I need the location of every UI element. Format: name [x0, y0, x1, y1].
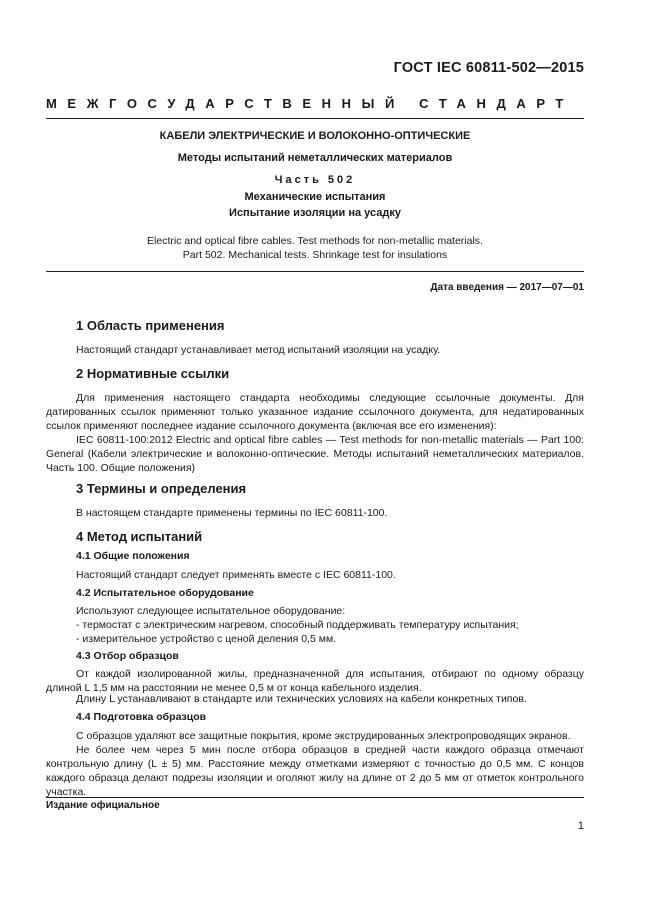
- section-1-text: Настоящий стандарт устанавливает метод испытаний изоляции на усадку.: [76, 344, 441, 356]
- section-2-heading: 2 Нормативные ссылки: [76, 366, 230, 381]
- footer-rule: [46, 797, 584, 798]
- section-4-1-text: Настоящий стандарт следует применять вместе с IEC 60811-100.: [76, 569, 396, 581]
- section-4-3-text-2: Длину L устанавливают в стандарте или технических условиях на кабели конкретных типов.: [76, 693, 527, 705]
- section-4-heading: 4 Метод испытаний: [76, 529, 203, 544]
- page-number: 1: [577, 820, 584, 832]
- title-shrinkage: Испытание изоляции на усадку: [229, 207, 401, 219]
- section-3-heading: 3 Термины и определения: [76, 481, 247, 496]
- section-4-2-heading: 4.2 Испытательное оборудование: [76, 587, 254, 599]
- title-mechanical: Механические испытания: [244, 191, 386, 203]
- title-part: Часть 502: [274, 174, 356, 186]
- title-main: КАБЕЛИ ЭЛЕКТРИЧЕСКИЕ И ВОЛОКОННО-ОПТИЧЕСКИЕ: [159, 130, 471, 142]
- section-2-text-2: IEC 60811-100:2012 Electric and optical fibre cables — Test methods for non-metallic materials — Part 100: General (Кабели электрические и волоконно-оптические. Методы испытаний неметаллических материалов. Часть 100. Общие положения): [46, 434, 584, 474]
- section-1-heading: 1 Область применения: [76, 318, 225, 333]
- document-code: ГОСТ IEC 60811-502—2015: [393, 60, 584, 76]
- section-4-2-list-item-2: - измерительное устройство с ценой деления 0,5 мм.: [76, 633, 337, 645]
- section-4-3-text-1: От каждой изолированной жилы, предназначенной для испытания, отбирают по одному образцу длиной L 1,5 мм на расстоянии не менее 0,5 м от конца кабельного изделия.: [46, 668, 584, 694]
- title-english-line2: Part 502. Mechanical tests. Shrinkage test for insulations: [182, 249, 448, 261]
- section-4-3-heading: 4.3 Отбор образцов: [76, 650, 179, 662]
- section-4-1-heading: 4.1 Общие положения: [76, 550, 190, 562]
- section-4-2-list-item-1: - термостат с электрическим нагревом, способный поддерживать температуру испытания;: [76, 619, 519, 631]
- standard-type: МЕЖГОСУДАРСТВЕННЫЙ СТАНДАРТ: [46, 96, 574, 111]
- title-english-line1: Electric and optical fibre cables. Test methods for non-metallic materials.: [147, 235, 483, 247]
- section-4-2-text: Используют следующее испытательное оборудование:: [76, 605, 346, 617]
- header-rule: [46, 118, 584, 119]
- section-4-4-heading: 4.4 Подготовка образцов: [76, 711, 207, 723]
- official-edition-label: Издание официальное: [46, 800, 160, 811]
- section-4-4-text-1: С образцов удаляют все защитные покрытия, кроме экструдированных электропроводящих экранов.: [76, 730, 571, 742]
- section-4-4-text-2: Не более чем через 5 мин после отбора образцов в средней части каждого образца отмечают контрольную длину (L ± 5) мм. Расстояние между отметками измеряют с точностью до 0,5 мм. С концов каждого образца делают подрезы изоляции и оголяют жилу на длине от 2 до 5 мм от отметок контрольного участка.: [46, 744, 584, 798]
- title-rule: [46, 271, 584, 272]
- section-3-text: В настоящем стандарте применены термины по IEC 60811-100.: [76, 507, 388, 519]
- title-subtitle: Методы испытаний неметаллических материалов: [177, 152, 453, 164]
- section-2-text-1: Для применения настоящего стандарта необходимы следующие ссылочные документы. Для датированных ссылок применяют только указанное издание ссылочного документа, для недатированных ссылок применяют последнее издание ссылочного документа (включая все его изменения):: [46, 392, 584, 432]
- introduction-date: Дата введения — 2017—07—01: [430, 282, 584, 293]
